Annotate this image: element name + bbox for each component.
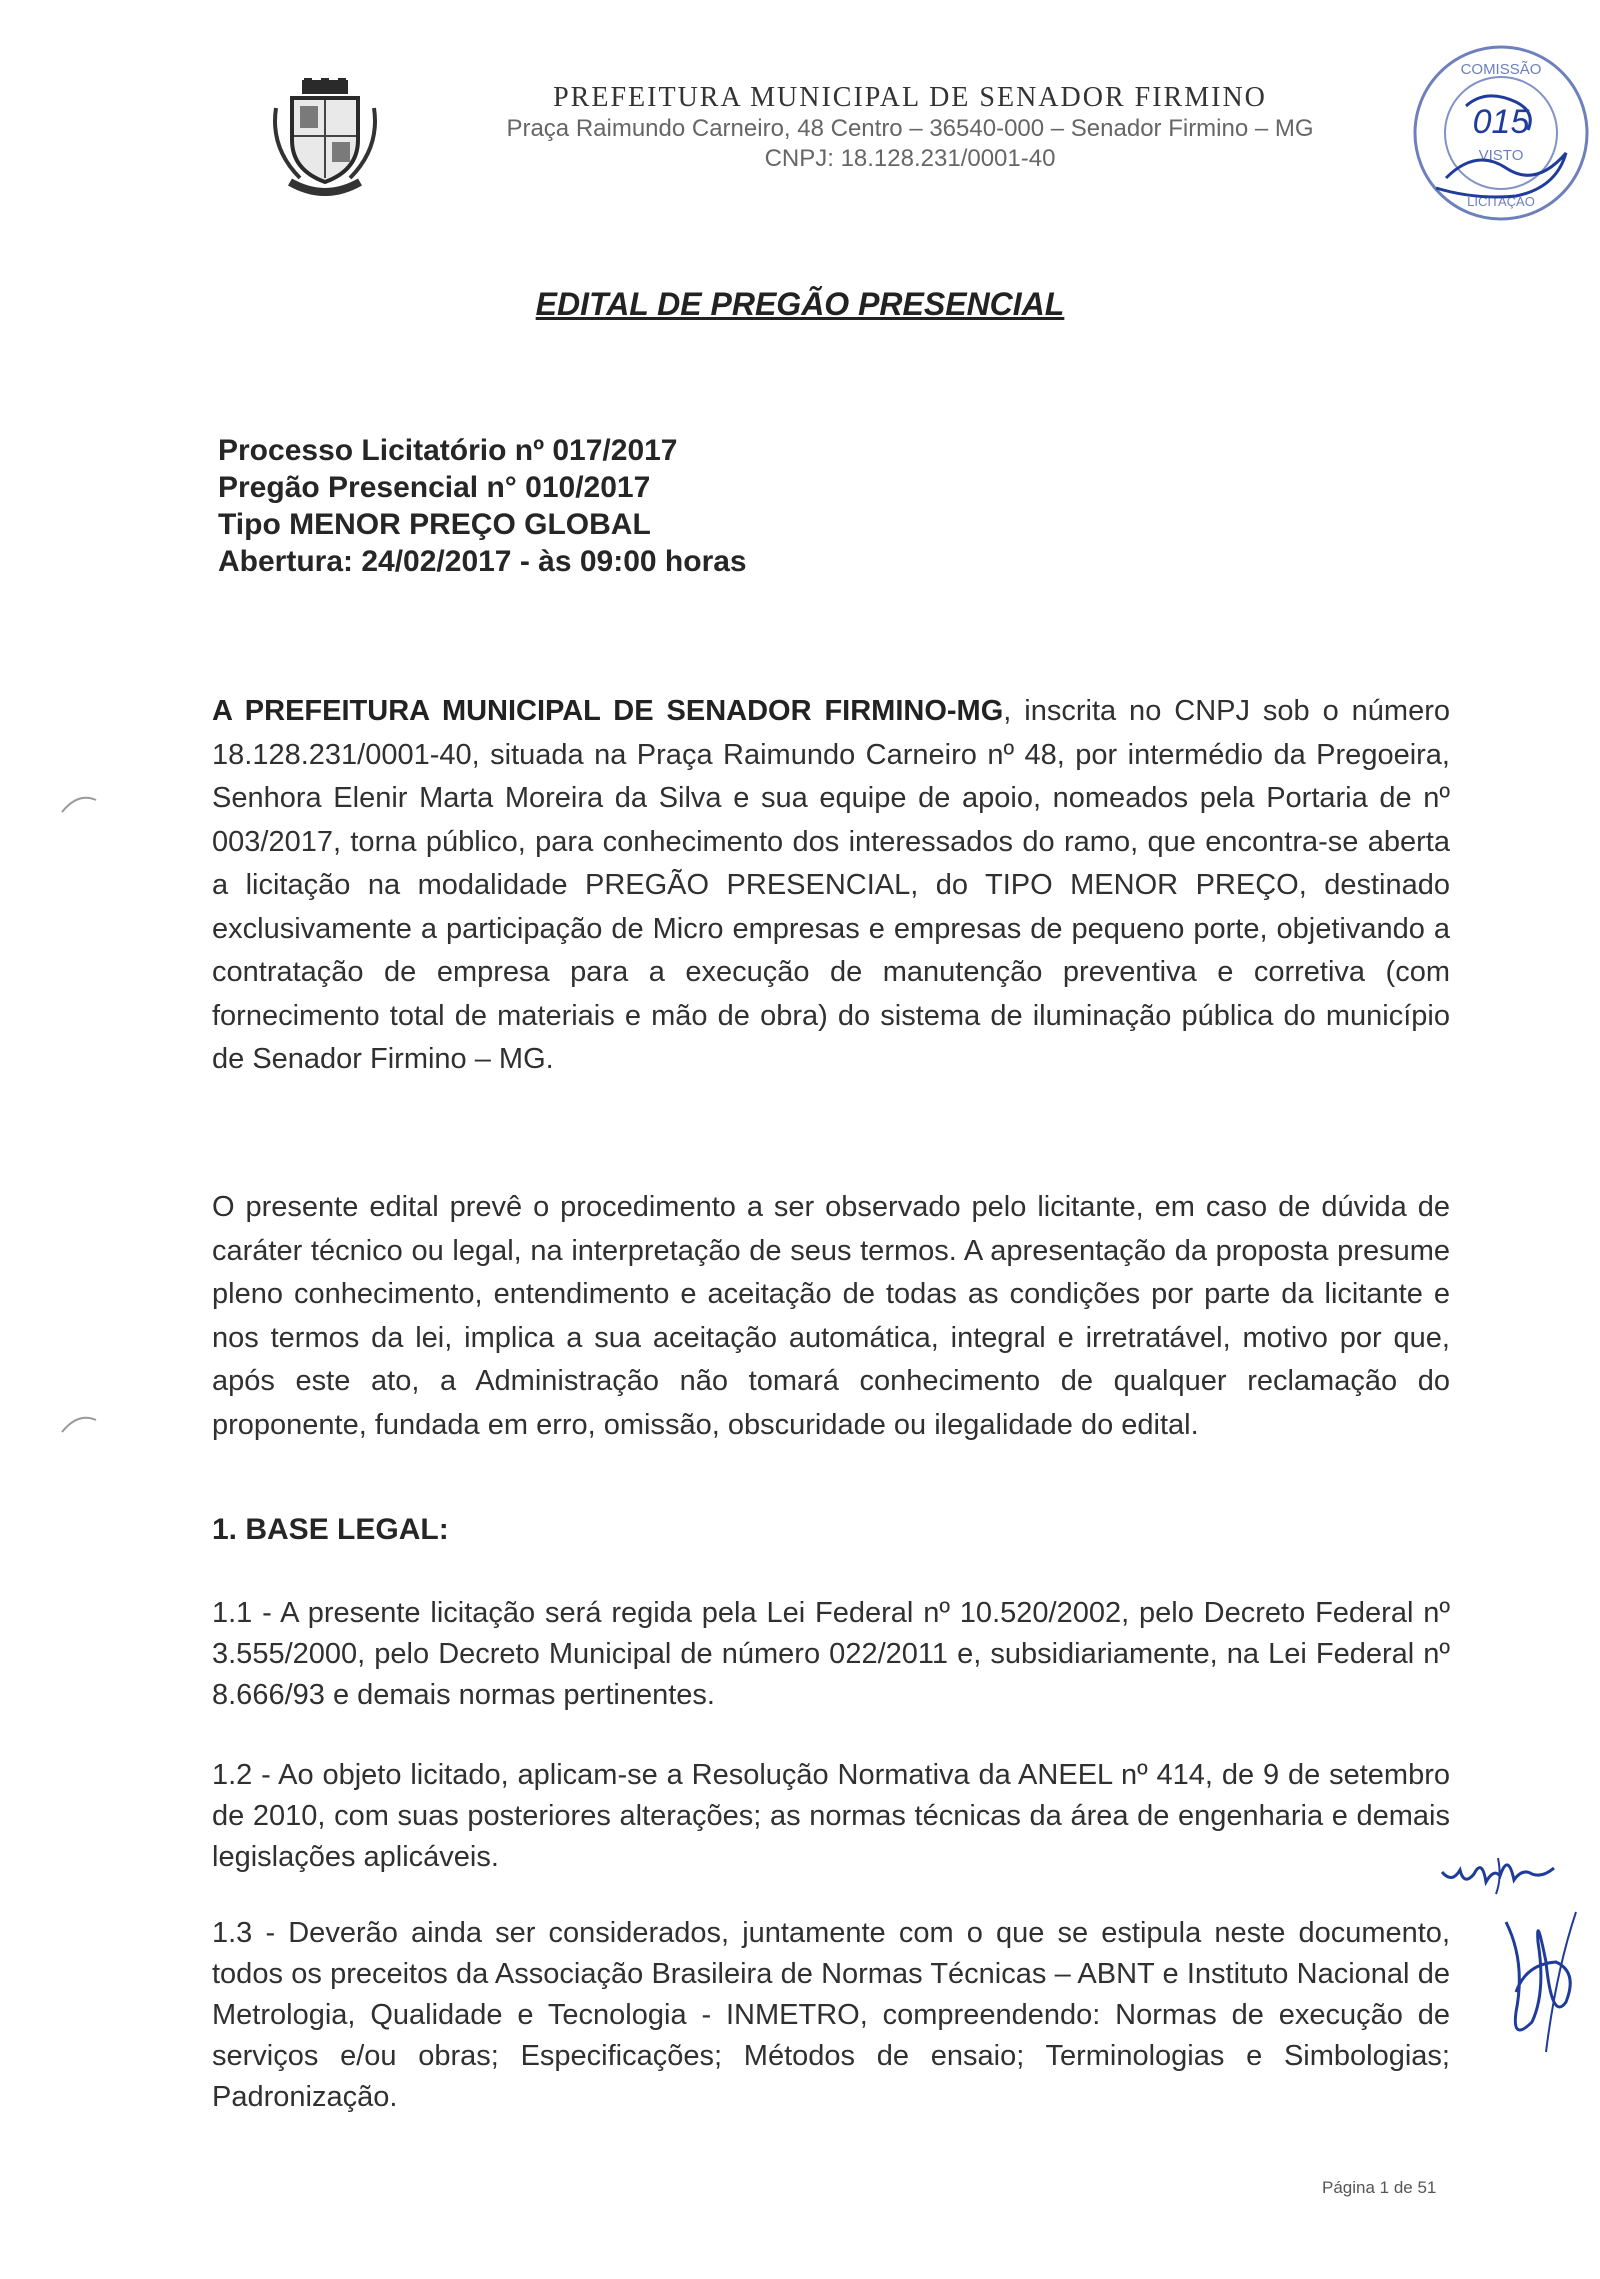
clause-1-3: 1.3 - Deverão ainda ser considerados, juntamente com o que se estipula neste documento, todos os preceitos da Associação Brasileira de Normas Técnicas – ABNT e Instituto Nacional de Metrologia, Qualidade e Tecnologia - INMETRO, compreendendo: Normas de execução de serviços e/ou obras; Especificações; Métodos de ensaio; Terminologias e Simbologias; Padronização. xyxy=(212,1917,1450,2113)
letterhead-name: PREFEITURA MUNICIPAL DE SENADOR FIRMINO xyxy=(553,82,1267,113)
intro-paragraph xyxy=(212,690,1450,1082)
stamp-number: 015 xyxy=(1472,103,1530,141)
edital-paragraph: O presente edital prevê o procedimento a ser observado pelo licitante, em caso de dúvida de caráter técnico ou legal, na interpretação de seus termos. A apresentação da proposta presume pleno conhecimento, entendimento e aceitação de todas as condições por parte da licitante e nos termos da lei, implica a sua aceitação automática, integral e irretratável, motivo por que, após este ato, a Administração não tomará conhecimento de qualquer reclamação do proponente, fundada em erro, omissão, obscuridade ou ilegalidade do edital. xyxy=(212,1191,1450,1441)
stamp-text-mid: VISTO xyxy=(1478,147,1524,164)
auction-number: Pregão Presencial n° 010/2017 xyxy=(218,471,651,504)
document-title: EDITAL DE PREGÃO PRESENCIAL xyxy=(535,286,1065,322)
process-number: Processo Licitatório nº 017/2017 xyxy=(218,434,678,467)
letterhead-address: Praça Raimundo Carneiro, 48 Centro – 36540-000 – Senador Firmino – MG xyxy=(506,115,1314,142)
stamp-text-top: COMISSÃO xyxy=(1460,61,1542,78)
section-heading-base-legal: 1. BASE LEGAL: xyxy=(212,1513,449,1546)
binder-mark xyxy=(60,1410,100,1436)
stamp-text-bottom: LICITAÇÃO xyxy=(1467,194,1535,209)
clause-1-1: 1.1 - A presente licitação será regida pela Lei Federal nº 10.520/2002, pelo Decreto Federal nº 3.555/2000, pelo Decreto Municipal de número 022/2011 e, subsidiariamente, na Lei Federal nº 8.666/93 e demais normas pertinentes. xyxy=(212,1597,1450,1711)
letterhead xyxy=(430,82,1390,174)
rubric-signature xyxy=(1438,1838,1558,1898)
intro-entity: A PREFEITURA MUNICIPAL DE SENADOR FIRMINO-MG xyxy=(212,695,1004,727)
clause-1-2: 1.2 - Ao objeto licitado, aplicam-se a Resolução Normativa da ANEEL nº 414, de 9 de setembro de 2010, com suas posteriores alterações; as normas técnicas da área de engenharia e demais legislações aplicáveis. xyxy=(212,1759,1450,1873)
process-info xyxy=(218,432,747,580)
letterhead-cnpj: CNPJ: 18.128.231/0001-40 xyxy=(764,145,1056,172)
commission-stamp xyxy=(1406,38,1596,228)
intro-text: , inscrita no CNPJ sob o número 18.128.231/0001-40, situada na Praça Raimundo Carneiro nº 48, por intermédio da Pregoeira, Senhora Elenir Marta Moreira da Silva e sua equipe de apoio, nomeados pela Portaria de nº 003/2017, torna público, para conhecimento dos interessados do ramo, que encontra-se aberta a licitação na modalidade PREGÃO PRESENCIAL, do TIPO MENOR PREÇO, destinado exclusivamente a participação de Micro empresas e empresas de pequeno porte, objetivando a contratação de empresa para a execução de manutenção preventiva e corretiva (com fornecimento total de materiais e mão de obra) do sistema de iluminação pública do município de Senador Firmino – MG. xyxy=(212,695,1450,1075)
binder-mark xyxy=(60,790,100,816)
municipal-crest-icon xyxy=(270,78,380,196)
auction-type: Tipo MENOR PREÇO GLOBAL xyxy=(218,508,651,541)
margin-signature xyxy=(1486,1902,1596,2062)
page-number: Página 1 de 51 xyxy=(1322,2178,1437,2197)
opening-date: Abertura: 24/02/2017 - às 09:00 horas xyxy=(218,545,747,578)
